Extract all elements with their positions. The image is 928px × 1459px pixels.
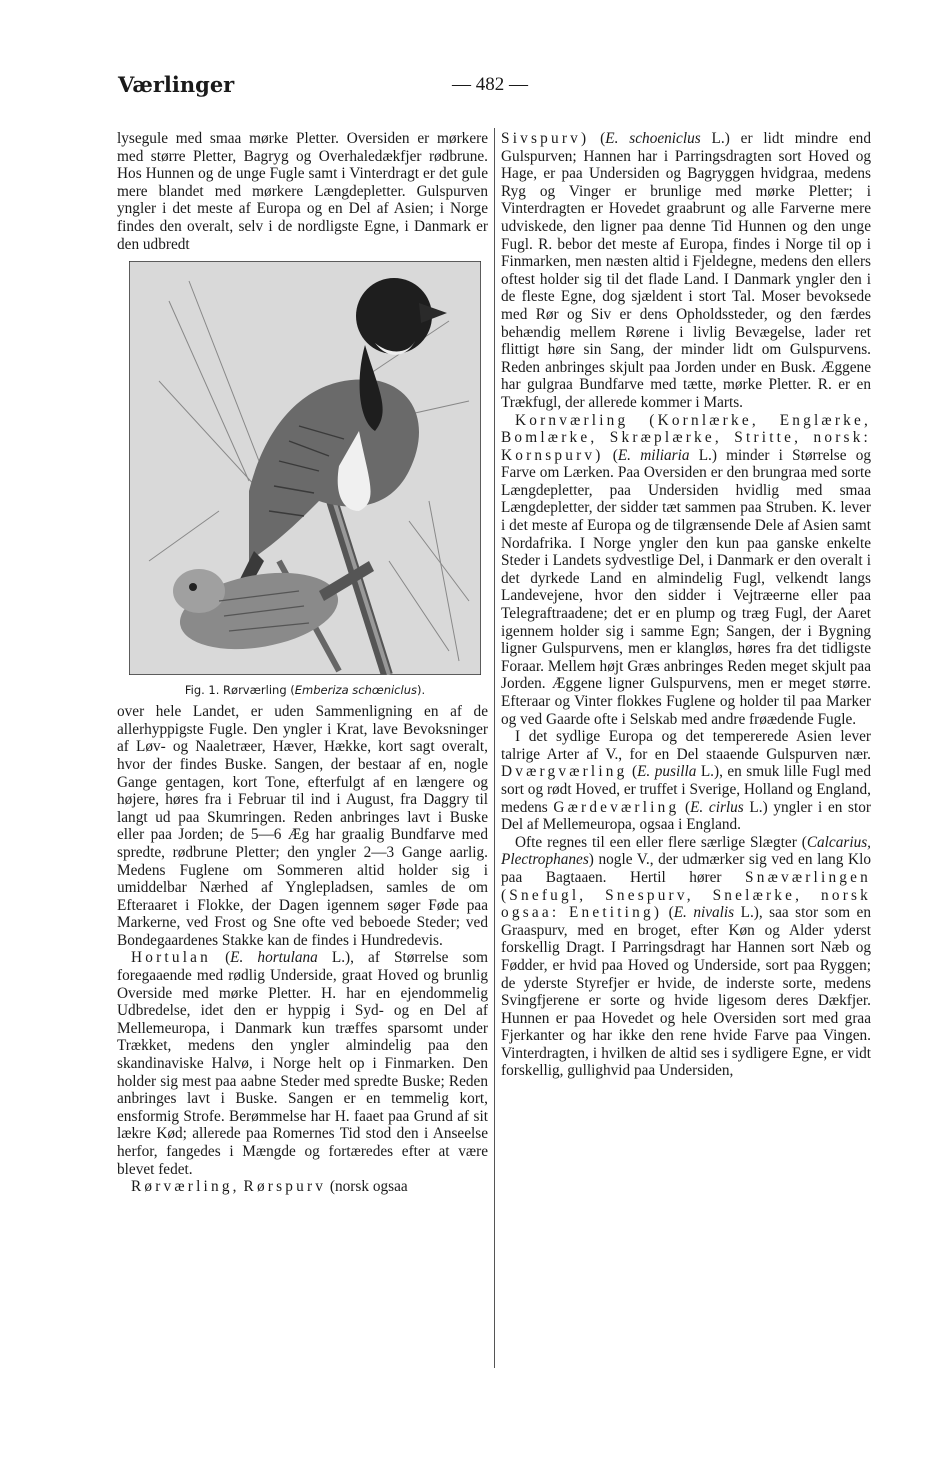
paragraph-snevaerling: Ofte regnes til een eller flere særlige Slægter (Calcarius, Plectrophanes) nogle V., der udmærker sig ved en lang Klo paa Bagtaaen. Hertil hører Snæværlingen (Snefugl, Snespurv, Snelærke, norsk ogsaa: Enetiting) (E. nivalis L.), saa stor som en Graaspurv, med en broget, efter Køn og Alder yderst forskellig Dragt. I Parringsdragt har Hannen sort Næb og Fødder, er hvid paa Hoved og Underside, sort paa Ryggen; de yderste Styrefjer er hvide, de inderste sorte, medens Svingfjerene er sorte og hvide ligesom deres Dækfjer. Hunnen er paa Hovedet og hele Oversiden sort med graa Fjerkanter og har ikke den rene hvide Farve paa Vingen. Vinterdragten, i hvilken de altid ses i sydligere Egne, er vidt forskellig, gullighvid paa Undersiden, [501, 833, 871, 1080]
paragraph-hortulan: Hortulan (E. hortulana L.), af Størrelse som foregaaende med rødlig Underside, graat Hoved og brunlig Overside med mørke Pletter. H. har en ejendommelig Udbredelse, idet den er hyppig i Syd- og en Del af Mellemeuropa, i Danmark kun træffes sparsomt under Trækket, medens den yngler almindelig paa den skandinaviske Halvø, i Norge helt op i Finmarken. Den holder sig mest paa aabne Steder med spredte Buske; Reden anbringes lavt i Buske. Sangen er en temmelig kort, ensformig Strofe. Berømmelse har H. faaet paa Grund af sit lækre Kød; allerede paa Romernes Tid stod den i Anseelse herfor, fangedes i Mængde og fortæredes efter at være blevet fedet. [117, 949, 488, 1178]
paragraph-sivspurv: Sivspurv) (E. schoeniclus L.) er lidt mindre end Gulspurven; Hannen har i Parringsdragten sort Hoved og Hage, er paa Undersiden og Bagryggen hvidgraa, medens Ryg og Vinger er brunlige med mørke Pletter; i Vinterdragten er Hovedet graabrunt og alle Farverne mere udviskede, den ligner paa denne Tid Hunnen og den unge Fugl. R. bebor det meste af Europa, findes i Norge til op i Finmarken, men næsten altid i Fjeldegne, medens den ellers oftest holder sig til det flade Land. I Danmark yngler den i de fleste Egne, dog sjældent i stort Tal. Moser bevoksede med Rør og Siv er dens Opholdssteder, og den færdes behændig mellem Rørene i livlig Bevægelse, lader ret flittigt høre sin Sang, der minder lidt om Gulspurvens. Reden anbringes skjult paa Jorden under en Busk. Æggene har gulgraa Bundfarve med tætte, mørke Pletter. R. er en Trækfugl, der allerede kommer i Marts. [501, 130, 871, 411]
bird-illustration [129, 261, 481, 675]
paragraph-gulspurv-end: lysegule med smaa mørke Pletter. Oversiden er mørkere med større Pletter, Bagryg og Overhaledækfjer rødbrune. Hos Hunnen og de unge Fugle samt i Vinterdragt er det gule mere blandet med mørkere Længdepletter. Gulspurven yngler i det meste af Europa og en Del af Asien; i Norge findes den overalt, selv i de nordligste Egne, i Danmark er den udbredt [117, 130, 488, 253]
right-column [501, 130, 871, 1080]
left-column [117, 130, 488, 1196]
column-divider [494, 128, 495, 1368]
paragraph-rorvaerling-start: Rørværling, Rørspurv (norsk ogsaa [131, 1178, 408, 1196]
paragraph-sydlige-europa: I det sydlige Europa og det tempererede Asien lever talrige Arter af V., for en Del staaende Gulspurven nær. Dværgværling (E. pusilla L.), en smuk lille Fugl med sort og rødt Hoved, er truffet i Sverige, Holland og England, medens Gærdeværling (E. cirlus L.) yngler i en stor Del af Mellemeuropa, ogsaa i England. [501, 728, 871, 834]
figure-caption: Fig. 1. Rørværling (Emberiza schœniclus). [184, 683, 426, 698]
running-head: Værlinger [118, 72, 235, 97]
paragraph-kornvaerling: Kornværling (Kornlærke, Englærke, Bomlærke, Skræplærke, Stritte, norsk: Kornspurv) (E. miliaria L.) minder i Størrelse og Farve om Lærken. Paa Oversiden er den brungraa med sorte Længdepletter, paa Undersiden hvidlig med smaa Længdepletter, der sidder tæt sammen paa Struben. K. lever i det meste af Europa og de tilgrænsende Dele af Asien samt Nordafrika. I Norge yngler den kun paa ganske enkelte Steder i Landets sydvestlige Del, i Danmark er den overalt i det dyrkede Land en almindelig Fugl, velkendt langs Landevejene, hvor den sidder i Vejtræerne eller paa Telegraftraadene; det er en plump og træg Fugl, der Aaret igennem holder sig i samme Egn; Sangen, der i Bygning ligner Gulspurvens, men er klangløs, høres fra det tidligste Foraar. Mellem højt Græs anbringes Reden meget skjult paa Jorden. Æggene ligner Gulspurvens, men er meget større. Efteraar og Vinter flokkes Fuglene og holder til paa Marker og ved Gaarde ofte i Selskab med andre frøædende Fugle. [501, 411, 871, 728]
figure-1 [129, 261, 481, 697]
page-number: — 482 — [452, 74, 528, 95]
paragraph-gulspurv-habits: over hele Landet, er uden Sammenligning en af de allerhyppigste Fugle. Den yngler i Krat, lave Bevoksninger af Løv- og Naaletræer, Hæver, Hække, kort sagt overalt, hvor der findes Buske. Sangen, der bestaar af en, nogle Gange gentagen, kort Tone, efterfulgt af en længere og højere, høres fra i Februar til ind i August, fra Daggry til langt ud paa Skumringen. Reden anbringes lavt i Buske eller paa Jorden; de 5—6 Æg har graalig Bundfarve med spredte, rødbrune Pletter; den yngler 2—3 Gange aarlig. Medens Fuglene om Sommeren altid holder sig i umiddelbar Nærhed af Ynglepladsen, samles de om Efteraaret i Flokke, der Dagen igennem søger Føde paa Markerne, ved Frost og Sne ofte ved beboede Steder; ved Bondegaardenes Stakke kan de findes i Hundredevis. [117, 703, 488, 949]
